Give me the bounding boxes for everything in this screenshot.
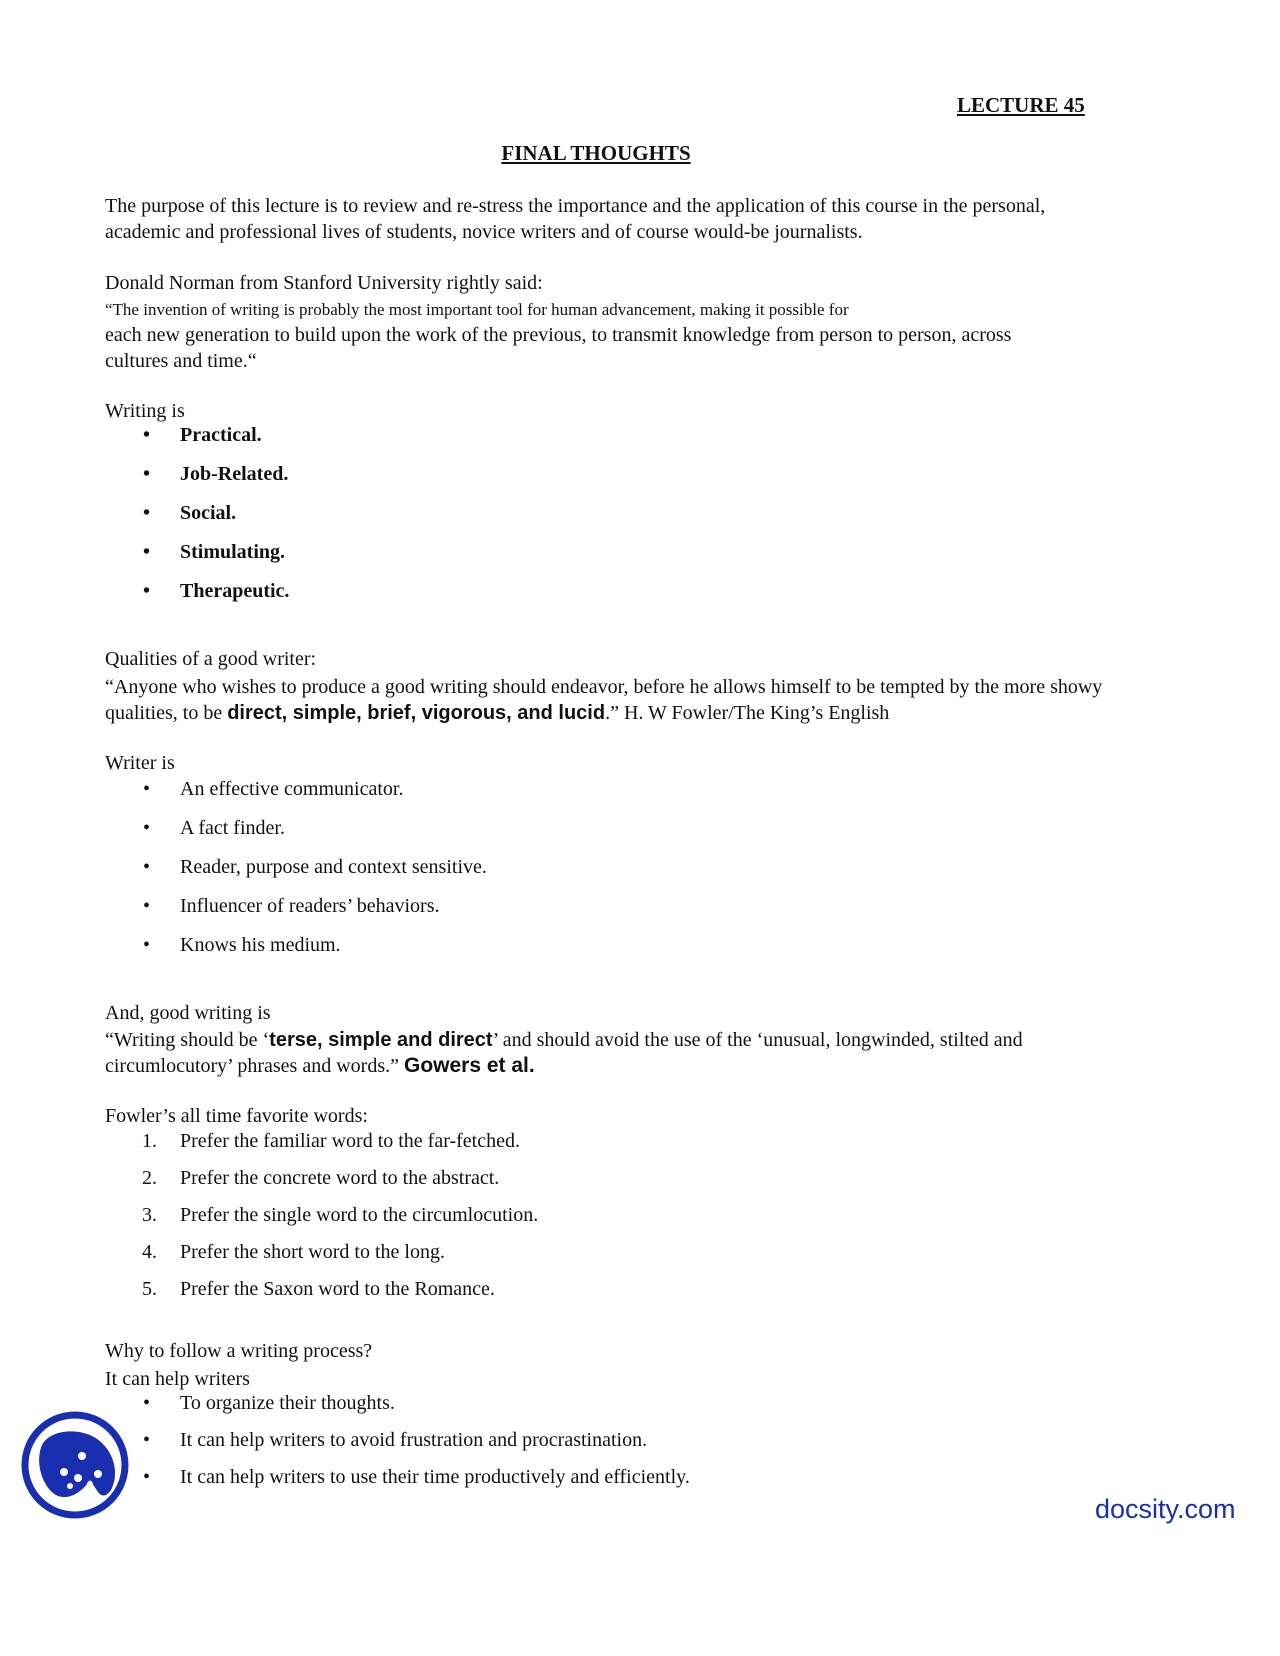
list-item: 3. Prefer the single word to the circumlocution.	[142, 1204, 539, 1226]
good-writing-heading: And, good writing is	[105, 1002, 271, 1024]
list-item: • Knows his medium.	[143, 934, 341, 956]
norman-attribution: Donald Norman from Stanford University rightly said:	[105, 272, 543, 294]
bullet-icon: •	[143, 502, 151, 524]
bullet-icon: •	[143, 934, 151, 956]
list-item: • Practical.	[143, 424, 262, 446]
docsity-logo-icon	[20, 1410, 130, 1520]
docsity-brand-link[interactable]: docsity.com	[1095, 1494, 1236, 1524]
qualities-quote: “Anyone who wishes to produce a good writing should endeavor, before he allows himself to be tempted by the more showy qualities, to be direct, simple, brief, vigorous, and lucid.” H. W Fowler/The King’s English	[105, 676, 1103, 724]
list-item: • It can help writers to use their time productively and efficiently.	[143, 1466, 690, 1488]
good-writing-quote: “Writing should be ‘terse, simple and direct’ and should avoid the use of the ‘unusual, longwinded, stilted and circumlocutory’ phrases and words.” Gowers et al.	[105, 1029, 1023, 1077]
list-item: • Reader, purpose and context sensitive.	[143, 856, 487, 878]
list-item: 1. Prefer the familiar word to the far-fetched.	[142, 1130, 520, 1152]
bullet-icon: •	[143, 778, 151, 800]
bullet-icon: •	[143, 1466, 151, 1488]
writer-is-heading: Writer is	[105, 752, 175, 774]
bullet-icon: •	[143, 856, 151, 878]
norman-quote-rest: each new generation to build upon the work of the previous, to transmit knowledge from person to person, across cultures and time.“	[105, 324, 1012, 372]
bullet-icon: •	[143, 541, 151, 563]
list-item: • A fact finder.	[143, 817, 285, 839]
intro-paragraph: The purpose of this lecture is to review and re-stress the importance and the application of this course in the personal, academic and professional lives of students, novice writers and of course would-be journalists.	[105, 195, 1046, 243]
gowers-attribution: Gowers et al.	[403, 1054, 535, 1077]
list-item: • It can help writers to avoid frustration and procrastination.	[143, 1429, 648, 1451]
writer-is-list	[140, 776, 487, 971]
process-lead: It can help writers	[105, 1368, 250, 1390]
bullet-icon: •	[143, 1429, 151, 1451]
bullet-icon: •	[143, 817, 151, 839]
list-item: • To organize their thoughts.	[143, 1392, 395, 1414]
good-writing-emphasis: terse, simple and direct	[269, 1029, 493, 1051]
qualities-heading: Qualities of a good writer:	[105, 648, 317, 670]
list-item: • Job-Related.	[143, 463, 289, 485]
bullet-icon: •	[143, 463, 151, 485]
qualities-emphasis: direct, simple, brief, vigorous, and lucid	[227, 702, 606, 724]
bullet-icon: •	[143, 424, 151, 446]
process-question: Why to follow a writing process?	[105, 1340, 373, 1362]
bullet-icon: •	[143, 1392, 151, 1414]
list-item: • Stimulating.	[143, 541, 286, 563]
list-item: 5. Prefer the Saxon word to the Romance.	[142, 1278, 495, 1300]
list-item: • Therapeutic.	[143, 580, 290, 602]
norman-quote-line1: “The invention of writing is probably the most important tool for human advancement, making it possible for	[105, 300, 849, 319]
page-title: FINAL THOUGHTS	[501, 141, 691, 165]
list-item: • Influencer of readers’ behaviors.	[143, 895, 440, 917]
list-item: • An effective communicator.	[143, 778, 404, 800]
writing-is-heading: Writing is	[105, 400, 185, 422]
writing-is-list	[140, 422, 289, 617]
process-list	[140, 1390, 690, 1501]
list-item: 4. Prefer the short word to the long.	[142, 1241, 445, 1263]
list-item: 2. Prefer the concrete word to the abstract.	[142, 1167, 500, 1189]
fowler-heading: Fowler’s all time favorite words:	[105, 1105, 368, 1127]
list-item: • Social.	[143, 502, 237, 524]
bullet-icon: •	[143, 895, 151, 917]
fowler-list	[140, 1128, 538, 1313]
bullet-icon: •	[143, 580, 151, 602]
lecture-number: LECTURE 45	[957, 93, 1085, 117]
